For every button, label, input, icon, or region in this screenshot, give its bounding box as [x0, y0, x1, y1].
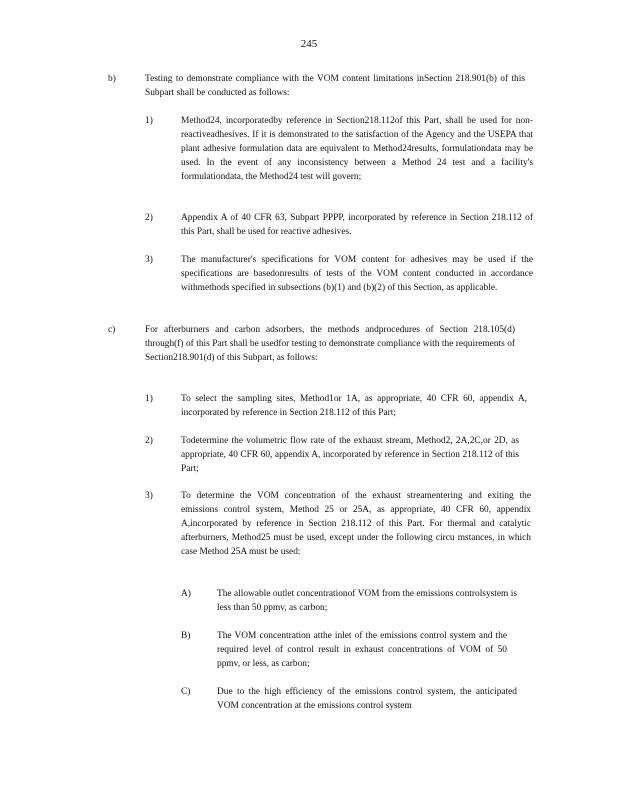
- section-b-label: b): [108, 74, 116, 84]
- page-number: 245: [300, 38, 318, 50]
- item-c2-text: Todetermine the volumetric flow rate of the exhaust stream, Method2, 2A,2C,or 2D, as appropriate, 40 CFR 60, appendix A, incorporated by reference in Section 218.112 of this Part;: [181, 436, 519, 474]
- subitem-b-text: The VOM concentration atthe inlet of the emissions control system and the required level of control result in exhaust concentrations of VOM of 50 ppmv, or less, as carbon;: [217, 631, 507, 669]
- item-c2-label: 2): [145, 436, 153, 446]
- subitem-a-text: The allowable outlet concentrationof VOM from the emissions controlsystem is less than 50 ppmv, as carbon;: [217, 589, 517, 613]
- subitem-c-text: Due to the high efficiency of the emissions control system, the anticipated VOM concentration at the emissions control system: [217, 687, 517, 711]
- section-c-label: c): [108, 325, 116, 335]
- item-c3-label: 3): [145, 491, 153, 501]
- item-c3-text: To determine the VOM concentration of the exhaust streamentering and exiting the emissions control system, Method 25 or 25A, as appropriate, 40 CFR 60, appendix A,incorporated by reference in Section 218.112 of this Part. For thermal and catalytic afterburners, Method25 must be used, except under the following circu mstances, in which case Method 25A must be used:: [181, 491, 531, 557]
- item-b2-text: Appendix A of 40 CFR 63, Subpart PPPP, incorporated by reference in Section 218.112 of this Part, shall be used for reactive adhesives.: [181, 213, 533, 237]
- item-b1-label: 1): [145, 116, 153, 126]
- item-b3-label: 3): [145, 255, 153, 265]
- item-b3-text: The manufacturer's specifications for VOM content for adhesives may be used if the specifications are basedonresults of tests of the VOM content conducted in accordance withmethods specified in subsections (b)(1) and (b)(2) of this Section, as applicable.: [181, 255, 533, 293]
- item-b2-label: 2): [145, 213, 153, 223]
- subitem-c-label: C): [181, 687, 191, 697]
- item-c1-label: 1): [145, 394, 153, 404]
- subitem-b-label: B): [181, 631, 191, 641]
- section-b-text: Testing to demonstrate compliance with the VOM content limitations inSection 218.901(b) of this Subpart shall be conducted as follows:: [145, 74, 525, 98]
- item-b1-text: Method24, incorporatedby reference in Section218.112of this Part, shall be used for non-reactiveadhesives. If it is demonstrated to the satisfaction of the Agency and the USEPA that plant adhesive formulation data are equivalent to Method24results, formulationdata may be used. In the event of any inconsistency between a Method 24 test and a facility's formulationdata, the Method24 test will govern;: [181, 116, 533, 182]
- section-c-text: For afterburners and carbon adsorbers, the methods andprocedures of Section 218.105(d) through(f) of this Part shall be usedfor testing to demonstrate compliance with the requirements of Section218.901(d) of this Subpart, as follows:: [145, 325, 515, 363]
- item-c1-text: To select the sampling sites, Method1or 1A, as appropriate, 40 CFR 60, appendix A, incorporated by reference in Section 218.112 of this Part;: [181, 394, 527, 418]
- subitem-a-label: A): [181, 589, 191, 599]
